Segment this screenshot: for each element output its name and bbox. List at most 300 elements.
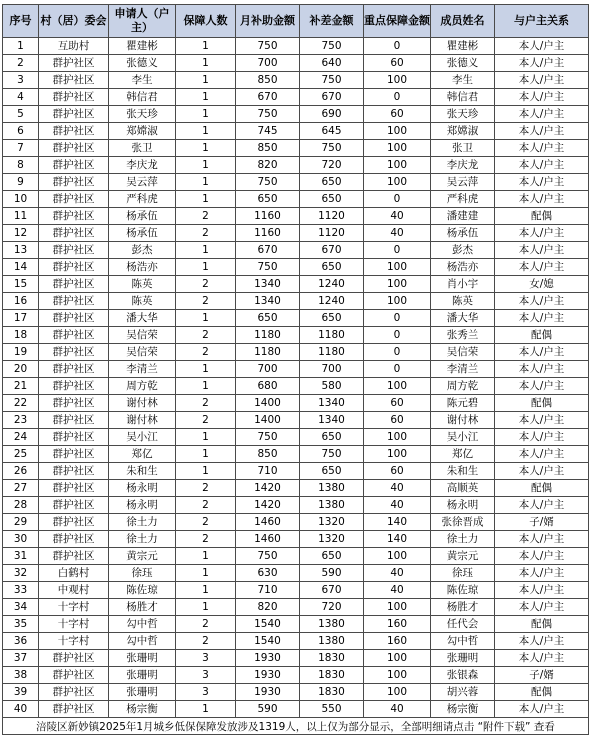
cell-village: 群护社区 [39, 276, 109, 293]
cell-relation: 本人/户主 [495, 106, 589, 123]
cell-relation: 配偶 [495, 395, 589, 412]
cell-village: 群护社区 [39, 225, 109, 242]
cell-relation: 本人/户主 [495, 582, 589, 599]
cell-village: 群护社区 [39, 361, 109, 378]
cell-count: 2 [176, 633, 236, 650]
table-row [3, 191, 589, 208]
cell-count: 2 [176, 276, 236, 293]
cell-difference-amount: 670 [300, 582, 364, 599]
cell-applicant: 瞿建彬 [109, 38, 176, 55]
cell-index: 7 [3, 140, 39, 157]
cell-count: 2 [176, 412, 236, 429]
cell-monthly-amount: 1160 [236, 208, 300, 225]
cell-index: 33 [3, 582, 39, 599]
cell-relation: 子/婿 [495, 667, 589, 684]
cell-member-name: 张徐晋成 [431, 514, 495, 531]
cell-difference-amount: 1830 [300, 684, 364, 701]
cell-key-amount: 100 [364, 293, 431, 310]
cell-applicant: 杨承伍 [109, 208, 176, 225]
cell-applicant: 张珊明 [109, 684, 176, 701]
cell-index: 28 [3, 497, 39, 514]
cell-key-amount: 40 [364, 480, 431, 497]
cell-monthly-amount: 1930 [236, 650, 300, 667]
cell-index: 35 [3, 616, 39, 633]
cell-member-name: 勾中哲 [431, 633, 495, 650]
cell-monthly-amount: 750 [236, 429, 300, 446]
table-row [3, 616, 589, 633]
cell-monthly-amount: 700 [236, 361, 300, 378]
cell-count: 2 [176, 497, 236, 514]
cell-key-amount: 100 [364, 140, 431, 157]
cell-monthly-amount: 1160 [236, 225, 300, 242]
cell-relation: 本人/户主 [495, 310, 589, 327]
cell-monthly-amount: 680 [236, 378, 300, 395]
cell-count: 2 [176, 616, 236, 633]
cell-member-name: 徐珏 [431, 565, 495, 582]
cell-monthly-amount: 820 [236, 157, 300, 174]
cell-village: 群护社区 [39, 429, 109, 446]
cell-difference-amount: 670 [300, 242, 364, 259]
table-row [3, 650, 589, 667]
cell-count: 2 [176, 208, 236, 225]
cell-relation: 本人/户主 [495, 157, 589, 174]
table-body [3, 38, 589, 718]
cell-monthly-amount: 820 [236, 599, 300, 616]
cell-difference-amount: 1180 [300, 327, 364, 344]
cell-applicant: 郑亿 [109, 446, 176, 463]
cell-difference-amount: 1240 [300, 293, 364, 310]
cell-index: 3 [3, 72, 39, 89]
cell-count: 1 [176, 106, 236, 123]
cell-monthly-amount: 1540 [236, 616, 300, 633]
cell-monthly-amount: 1340 [236, 293, 300, 310]
cell-count: 1 [176, 599, 236, 616]
cell-count: 2 [176, 225, 236, 242]
header-cell-index: 序号 [3, 5, 39, 38]
cell-member-name: 吴信荣 [431, 344, 495, 361]
cell-key-amount: 100 [364, 123, 431, 140]
cell-index: 20 [3, 361, 39, 378]
cell-difference-amount: 650 [300, 259, 364, 276]
cell-count: 3 [176, 650, 236, 667]
cell-village: 群护社区 [39, 344, 109, 361]
cell-applicant: 李庆龙 [109, 157, 176, 174]
cell-member-name: 瞿建彬 [431, 38, 495, 55]
cell-relation: 子/婿 [495, 514, 589, 531]
cell-difference-amount: 650 [300, 463, 364, 480]
cell-applicant: 杨胜才 [109, 599, 176, 616]
cell-key-amount: 40 [364, 497, 431, 514]
cell-applicant: 谢付林 [109, 395, 176, 412]
cell-monthly-amount: 1460 [236, 514, 300, 531]
cell-relation: 配偶 [495, 327, 589, 344]
cell-index: 29 [3, 514, 39, 531]
cell-member-name: 张银森 [431, 667, 495, 684]
cell-village: 群护社区 [39, 531, 109, 548]
cell-count: 1 [176, 140, 236, 157]
cell-count: 1 [176, 361, 236, 378]
cell-relation: 本人/户主 [495, 174, 589, 191]
cell-monthly-amount: 590 [236, 701, 300, 718]
cell-index: 32 [3, 565, 39, 582]
cell-monthly-amount: 670 [236, 242, 300, 259]
cell-count: 2 [176, 293, 236, 310]
cell-relation: 本人/户主 [495, 497, 589, 514]
cell-index: 18 [3, 327, 39, 344]
cell-key-amount: 160 [364, 633, 431, 650]
cell-relation: 本人/户主 [495, 344, 589, 361]
cell-member-name: 严科虎 [431, 191, 495, 208]
cell-monthly-amount: 710 [236, 582, 300, 599]
cell-difference-amount: 580 [300, 378, 364, 395]
cell-member-name: 陈元碧 [431, 395, 495, 412]
cell-relation: 本人/户主 [495, 38, 589, 55]
header-cell-key-amount: 重点保障金额 [364, 5, 431, 38]
cell-index: 19 [3, 344, 39, 361]
cell-relation: 本人/户主 [495, 446, 589, 463]
cell-member-name: 张德义 [431, 55, 495, 72]
cell-applicant: 陈佐琼 [109, 582, 176, 599]
cell-applicant: 潘大华 [109, 310, 176, 327]
table-row [3, 684, 589, 701]
cell-relation: 本人/户主 [495, 242, 589, 259]
table-row [3, 514, 589, 531]
cell-count: 1 [176, 123, 236, 140]
cell-applicant: 彭杰 [109, 242, 176, 259]
cell-count: 2 [176, 327, 236, 344]
cell-key-amount: 0 [364, 38, 431, 55]
cell-count: 1 [176, 89, 236, 106]
cell-key-amount: 100 [364, 446, 431, 463]
cell-village: 群护社区 [39, 701, 109, 718]
cell-member-name: 潘建建 [431, 208, 495, 225]
cell-member-name: 李清兰 [431, 361, 495, 378]
footer-note: 涪陵区新妙镇2025年1月城乡低保保障发放涉及1319人，以上仅为部分显示，全部明细请点击 “附件下载” 查看 [3, 718, 589, 735]
cell-difference-amount: 650 [300, 174, 364, 191]
cell-difference-amount: 750 [300, 38, 364, 55]
cell-applicant: 徐珏 [109, 565, 176, 582]
cell-key-amount: 0 [364, 242, 431, 259]
cell-index: 40 [3, 701, 39, 718]
cell-index: 23 [3, 412, 39, 429]
cell-difference-amount: 750 [300, 72, 364, 89]
cell-relation: 本人/户主 [495, 429, 589, 446]
cell-applicant: 韩信君 [109, 89, 176, 106]
cell-key-amount: 100 [364, 72, 431, 89]
cell-village: 群护社区 [39, 157, 109, 174]
cell-key-amount: 0 [364, 310, 431, 327]
cell-monthly-amount: 750 [236, 548, 300, 565]
cell-difference-amount: 650 [300, 548, 364, 565]
cell-difference-amount: 1320 [300, 531, 364, 548]
cell-village: 群护社区 [39, 548, 109, 565]
table-row [3, 225, 589, 242]
cell-village: 群护社区 [39, 378, 109, 395]
cell-applicant: 杨永明 [109, 480, 176, 497]
cell-applicant: 谢付林 [109, 412, 176, 429]
cell-key-amount: 100 [364, 276, 431, 293]
cell-index: 4 [3, 89, 39, 106]
cell-relation: 本人/户主 [495, 123, 589, 140]
cell-key-amount: 100 [364, 174, 431, 191]
cell-difference-amount: 1380 [300, 497, 364, 514]
cell-count: 1 [176, 378, 236, 395]
table-row [3, 599, 589, 616]
cell-applicant: 严科虎 [109, 191, 176, 208]
cell-key-amount: 60 [364, 412, 431, 429]
table-row [3, 548, 589, 565]
cell-village: 群护社区 [39, 395, 109, 412]
cell-village: 群护社区 [39, 242, 109, 259]
cell-member-name: 朱和生 [431, 463, 495, 480]
table-row [3, 140, 589, 157]
cell-relation: 配偶 [495, 684, 589, 701]
cell-difference-amount: 1120 [300, 208, 364, 225]
cell-key-amount: 60 [364, 463, 431, 480]
cell-applicant: 吴小江 [109, 429, 176, 446]
cell-relation: 本人/户主 [495, 463, 589, 480]
cell-applicant: 张珊明 [109, 650, 176, 667]
cell-index: 1 [3, 38, 39, 55]
footer-row [3, 718, 589, 735]
cell-member-name: 吴小江 [431, 429, 495, 446]
cell-village: 群护社区 [39, 259, 109, 276]
header-cell-member-name: 成员姓名 [431, 5, 495, 38]
header-cell-count: 保障人数 [176, 5, 236, 38]
cell-key-amount: 40 [364, 701, 431, 718]
cell-member-name: 杨浩亦 [431, 259, 495, 276]
cell-key-amount: 0 [364, 327, 431, 344]
cell-key-amount: 160 [364, 616, 431, 633]
cell-village: 群护社区 [39, 174, 109, 191]
cell-difference-amount: 645 [300, 123, 364, 140]
cell-relation: 本人/户主 [495, 140, 589, 157]
cell-member-name: 杨承伍 [431, 225, 495, 242]
cell-index: 6 [3, 123, 39, 140]
table-row [3, 310, 589, 327]
cell-difference-amount: 720 [300, 599, 364, 616]
cell-village: 群护社区 [39, 667, 109, 684]
header-cell-difference-amount: 补差金额 [300, 5, 364, 38]
cell-applicant: 勾中哲 [109, 633, 176, 650]
cell-relation: 本人/户主 [495, 701, 589, 718]
cell-key-amount: 0 [364, 361, 431, 378]
cell-village: 群护社区 [39, 412, 109, 429]
header-cell-village: 村（居）委会 [39, 5, 109, 38]
table-row [3, 123, 589, 140]
cell-key-amount: 40 [364, 565, 431, 582]
cell-monthly-amount: 1400 [236, 395, 300, 412]
cell-index: 10 [3, 191, 39, 208]
cell-count: 1 [176, 701, 236, 718]
cell-index: 13 [3, 242, 39, 259]
cell-monthly-amount: 750 [236, 174, 300, 191]
cell-monthly-amount: 750 [236, 259, 300, 276]
cell-village: 群护社区 [39, 89, 109, 106]
table-row [3, 463, 589, 480]
cell-difference-amount: 750 [300, 446, 364, 463]
cell-count: 1 [176, 242, 236, 259]
cell-count: 3 [176, 667, 236, 684]
cell-monthly-amount: 1180 [236, 327, 300, 344]
cell-difference-amount: 670 [300, 89, 364, 106]
cell-village: 十字村 [39, 616, 109, 633]
cell-key-amount: 140 [364, 531, 431, 548]
table-row [3, 565, 589, 582]
cell-difference-amount: 650 [300, 310, 364, 327]
table-row [3, 667, 589, 684]
cell-difference-amount: 1320 [300, 514, 364, 531]
cell-difference-amount: 750 [300, 140, 364, 157]
cell-member-name: 杨宗衡 [431, 701, 495, 718]
cell-index: 2 [3, 55, 39, 72]
cell-village: 群护社区 [39, 480, 109, 497]
cell-monthly-amount: 650 [236, 310, 300, 327]
cell-member-name: 陈英 [431, 293, 495, 310]
cell-monthly-amount: 745 [236, 123, 300, 140]
cell-count: 2 [176, 344, 236, 361]
cell-difference-amount: 1340 [300, 395, 364, 412]
cell-difference-amount: 550 [300, 701, 364, 718]
cell-monthly-amount: 1540 [236, 633, 300, 650]
cell-relation: 本人/户主 [495, 412, 589, 429]
cell-count: 1 [176, 72, 236, 89]
cell-difference-amount: 640 [300, 55, 364, 72]
cell-difference-amount: 1340 [300, 412, 364, 429]
cell-index: 30 [3, 531, 39, 548]
table-row [3, 395, 589, 412]
cell-difference-amount: 1240 [300, 276, 364, 293]
cell-village: 群护社区 [39, 497, 109, 514]
cell-count: 3 [176, 684, 236, 701]
cell-member-name: 任代会 [431, 616, 495, 633]
cell-index: 8 [3, 157, 39, 174]
cell-difference-amount: 1380 [300, 633, 364, 650]
cell-index: 12 [3, 225, 39, 242]
table-row [3, 293, 589, 310]
cell-count: 2 [176, 480, 236, 497]
cell-applicant: 杨永明 [109, 497, 176, 514]
cell-applicant: 陈英 [109, 293, 176, 310]
cell-member-name: 杨永明 [431, 497, 495, 514]
cell-difference-amount: 1120 [300, 225, 364, 242]
cell-index: 11 [3, 208, 39, 225]
cell-monthly-amount: 670 [236, 89, 300, 106]
cell-member-name: 杨胜才 [431, 599, 495, 616]
table-row [3, 38, 589, 55]
cell-member-name: 韩信君 [431, 89, 495, 106]
cell-applicant: 吴信荣 [109, 327, 176, 344]
cell-index: 38 [3, 667, 39, 684]
table-row [3, 174, 589, 191]
cell-village: 群护社区 [39, 293, 109, 310]
cell-member-name: 张秀兰 [431, 327, 495, 344]
cell-key-amount: 60 [364, 395, 431, 412]
cell-index: 14 [3, 259, 39, 276]
cell-difference-amount: 650 [300, 429, 364, 446]
cell-count: 2 [176, 395, 236, 412]
cell-key-amount: 100 [364, 259, 431, 276]
cell-member-name: 高顺英 [431, 480, 495, 497]
cell-count: 1 [176, 38, 236, 55]
cell-index: 37 [3, 650, 39, 667]
header-cell-applicant: 申请人（户主） [109, 5, 176, 38]
table-row [3, 344, 589, 361]
cell-key-amount: 0 [364, 191, 431, 208]
cell-member-name: 肖小宇 [431, 276, 495, 293]
cell-monthly-amount: 750 [236, 106, 300, 123]
table-row [3, 208, 589, 225]
cell-applicant: 张卫 [109, 140, 176, 157]
cell-village: 群护社区 [39, 72, 109, 89]
cell-village: 群护社区 [39, 650, 109, 667]
cell-member-name: 彭杰 [431, 242, 495, 259]
cell-relation: 女/媳 [495, 276, 589, 293]
cell-applicant: 黄宗元 [109, 548, 176, 565]
cell-difference-amount: 700 [300, 361, 364, 378]
cell-member-name: 张卫 [431, 140, 495, 157]
table-row [3, 633, 589, 650]
cell-member-name: 吴云萍 [431, 174, 495, 191]
cell-applicant: 郑嫦淑 [109, 123, 176, 140]
cell-difference-amount: 1180 [300, 344, 364, 361]
cell-member-name: 郑亿 [431, 446, 495, 463]
cell-applicant: 徐土力 [109, 514, 176, 531]
cell-monthly-amount: 1420 [236, 480, 300, 497]
cell-count: 1 [176, 429, 236, 446]
cell-member-name: 徐土力 [431, 531, 495, 548]
cell-index: 9 [3, 174, 39, 191]
cell-index: 39 [3, 684, 39, 701]
cell-village: 群护社区 [39, 208, 109, 225]
table-row [3, 446, 589, 463]
cell-applicant: 李清兰 [109, 361, 176, 378]
table-row [3, 55, 589, 72]
cell-monthly-amount: 750 [236, 38, 300, 55]
cell-monthly-amount: 1930 [236, 684, 300, 701]
subsidy-table [2, 4, 589, 735]
header-cell-monthly-amount: 月补助金额 [236, 5, 300, 38]
cell-monthly-amount: 700 [236, 55, 300, 72]
cell-index: 26 [3, 463, 39, 480]
cell-relation: 本人/户主 [495, 378, 589, 395]
cell-applicant: 杨浩亦 [109, 259, 176, 276]
cell-member-name: 陈佐琼 [431, 582, 495, 599]
cell-village: 中观村 [39, 582, 109, 599]
cell-count: 1 [176, 174, 236, 191]
cell-relation: 本人/户主 [495, 72, 589, 89]
cell-difference-amount: 720 [300, 157, 364, 174]
table-row [3, 72, 589, 89]
cell-difference-amount: 690 [300, 106, 364, 123]
cell-village: 白鹤村 [39, 565, 109, 582]
table-row [3, 276, 589, 293]
table-row [3, 327, 589, 344]
cell-count: 1 [176, 548, 236, 565]
cell-difference-amount: 650 [300, 191, 364, 208]
cell-member-name: 谢付林 [431, 412, 495, 429]
cell-applicant: 李生 [109, 72, 176, 89]
cell-count: 2 [176, 514, 236, 531]
cell-key-amount: 100 [364, 548, 431, 565]
cell-relation: 配偶 [495, 208, 589, 225]
cell-relation: 本人/户主 [495, 565, 589, 582]
cell-index: 34 [3, 599, 39, 616]
table-row [3, 497, 589, 514]
cell-applicant: 徐土力 [109, 531, 176, 548]
cell-index: 15 [3, 276, 39, 293]
cell-monthly-amount: 850 [236, 446, 300, 463]
